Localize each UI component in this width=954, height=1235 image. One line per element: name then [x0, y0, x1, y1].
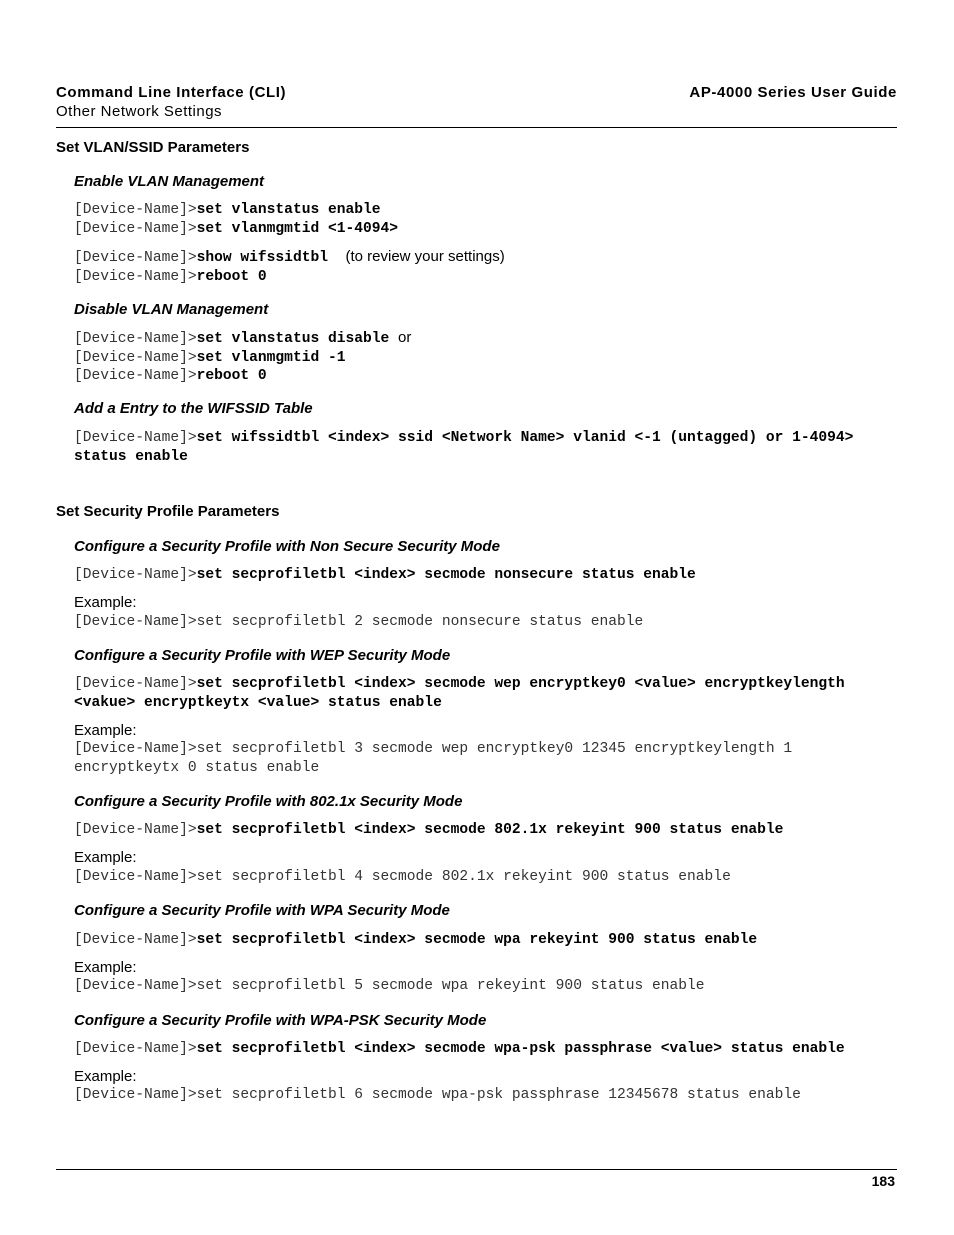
example-label: Example: [74, 959, 137, 976]
prompt: [Device-Name]> [74, 822, 197, 838]
prompt: [Device-Name]> [74, 1041, 197, 1057]
chapter-title: Command Line Interface (CLI) [56, 84, 287, 101]
security-section-heading: Set Security Profile Parameters [56, 503, 280, 520]
command: set secprofiletbl <index> secmode wep encryptkey0 <value> encryptkeylength [196, 676, 845, 692]
command: status enable [74, 448, 188, 465]
command: set secprofiletbl <index> secmode wpa-psk passphrase <value> status enable [196, 1041, 845, 1057]
page-number: 183 [871, 1173, 895, 1189]
prompt: [Device-Name]> [74, 331, 197, 347]
example-label: Example: [74, 594, 137, 611]
header-rule [56, 127, 897, 128]
wpapsk-heading: Configure a Security Profile with WPA-PSK Security Mode [74, 1012, 487, 1029]
prompt: [Device-Name]> [74, 368, 197, 385]
section-title: Other Network Settings [56, 103, 223, 120]
prompt: [Device-Name]> [74, 567, 197, 583]
prompt: [Device-Name]> [74, 349, 197, 366]
prompt: [Device-Name]> [74, 676, 197, 692]
command-note: (to review your settings) [345, 248, 505, 265]
wpapsk-command [74, 1040, 845, 1059]
command-note: or [398, 329, 412, 346]
example-label: Example: [74, 722, 137, 739]
wep-heading: Configure a Security Profile with WEP Security Mode [74, 647, 451, 664]
vlan-section-heading: Set VLAN/SSID Parameters [56, 139, 250, 156]
dot1x-command [74, 821, 783, 840]
command: show wifssidtbl [196, 250, 328, 266]
nonsecure-heading: Configure a Security Profile with Non Secure Security Mode [74, 538, 500, 555]
enable-vlan-commands [74, 201, 398, 238]
prompt: [Device-Name]> [74, 220, 197, 237]
example-label: Example: [74, 1068, 137, 1085]
guide-title: AP-4000 Series User Guide [689, 84, 897, 101]
enable-vlan-commands-2 [74, 248, 505, 286]
disable-vlan-heading: Disable VLAN Management [74, 301, 269, 318]
command: <vakue> encryptkeytx <value> status enable [74, 694, 442, 711]
nonsecure-example: [Device-Name]>set secprofiletbl 2 secmode nonsecure status enable [74, 614, 644, 630]
command: set vlanmgmtid <1-4094> [196, 220, 399, 237]
dot1x-example: [Device-Name]>set secprofiletbl 4 secmode 802.1x rekeyint 900 status enable [74, 869, 731, 885]
command: set wifssidtbl <index> ssid <Network Name> vlanid <-1 (untagged) or 1-4094> [196, 430, 854, 446]
wep-example [74, 740, 792, 777]
wpa-command [74, 931, 757, 950]
prompt: [Device-Name]> [74, 430, 197, 446]
disable-vlan-commands [74, 329, 411, 386]
command: set vlanstatus disable [196, 331, 390, 347]
wep-command [74, 675, 845, 712]
command: set vlanstatus enable [196, 202, 381, 218]
example-label: Example: [74, 849, 137, 866]
command: set secprofiletbl <index> secmode nonsecure status enable [196, 567, 696, 583]
prompt: [Device-Name]> [74, 250, 197, 266]
command: set vlanmgmtid -1 [196, 349, 346, 366]
command: set secprofiletbl <index> secmode 802.1x rekeyint 900 status enable [196, 822, 784, 838]
command: set secprofiletbl <index> secmode wpa rekeyint 900 status enable [196, 932, 758, 948]
wpa-example: [Device-Name]>set secprofiletbl 5 secmode wpa rekeyint 900 status enable [74, 978, 705, 994]
enable-vlan-heading: Enable VLAN Management [74, 173, 265, 190]
wpa-heading: Configure a Security Profile with WPA Security Mode [74, 902, 450, 919]
page-header [56, 84, 897, 120]
wpapsk-example: [Device-Name]>set secprofiletbl 6 secmode wpa-psk passphrase 12345678 status enable [74, 1087, 801, 1103]
dot1x-heading: Configure a Security Profile with 802.1x Security Mode [74, 793, 463, 810]
footer-rule [56, 1169, 897, 1170]
nonsecure-command [74, 566, 696, 585]
prompt: [Device-Name]> [74, 932, 197, 948]
example-line: encryptkeytx 0 status enable [74, 759, 320, 776]
example-line: [Device-Name]>set secprofiletbl 3 secmode wep encryptkey0 12345 encryptkeylength 1 [74, 741, 793, 757]
prompt: [Device-Name]> [74, 268, 197, 285]
prompt: [Device-Name]> [74, 202, 197, 218]
add-entry-heading: Add a Entry to the WIFSSID Table [74, 400, 313, 417]
add-entry-command [74, 429, 853, 466]
command: reboot 0 [196, 368, 267, 385]
command: reboot 0 [196, 268, 267, 285]
